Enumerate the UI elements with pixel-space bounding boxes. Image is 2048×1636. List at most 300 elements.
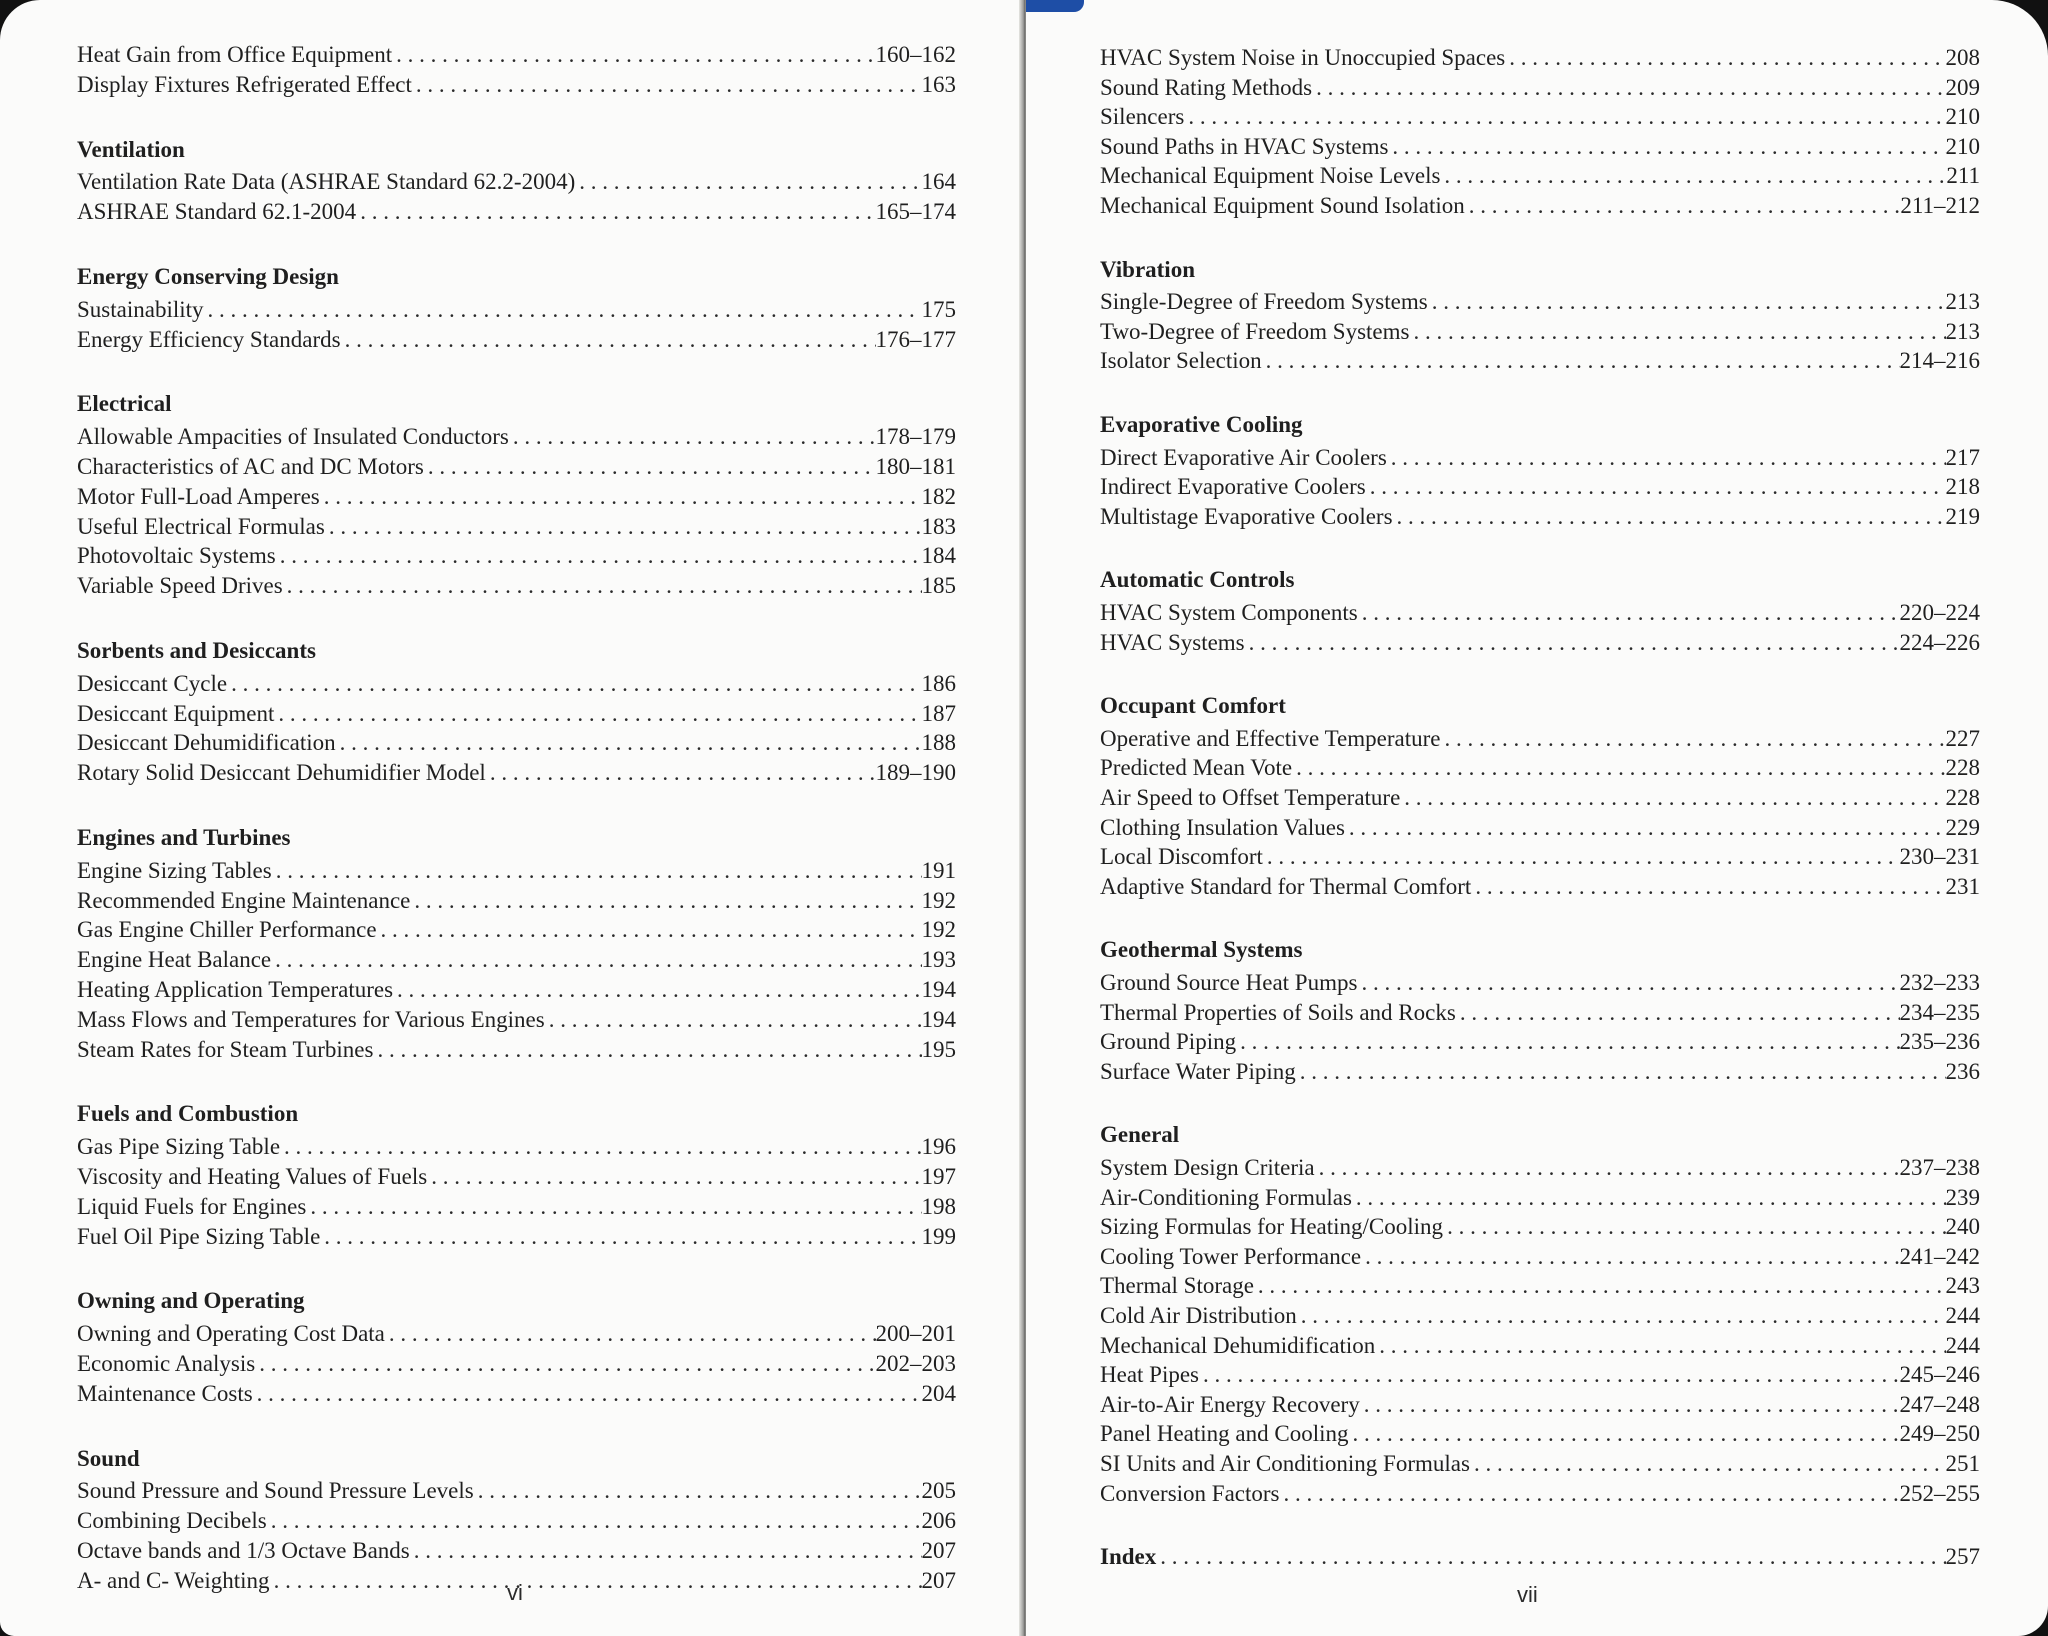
toc-page-number: 224–226: [1899, 629, 1980, 655]
dot-leader: [1263, 842, 1900, 872]
toc-page-number: 191: [921, 857, 956, 883]
toc-entry-title: Display Fixtures Refrigerated Effect: [77, 71, 412, 97]
toc-page-number: 207: [921, 1538, 956, 1563]
toc-entry[interactable]: [77, 295, 956, 325]
toc-section-heading: Engines and Turbines: [77, 825, 291, 850]
toc-entry-title: Two-Degree of Freedom Systems: [1100, 318, 1410, 344]
toc-section-heading: Evaporative Cooling: [1100, 412, 1303, 437]
dot-leader: [393, 975, 921, 1005]
toc-entry[interactable]: [77, 452, 956, 482]
dot-leader: [341, 325, 876, 355]
dot-leader: [1505, 43, 1945, 73]
toc-entry[interactable]: [1100, 1449, 1980, 1479]
toc-entry[interactable]: [77, 197, 956, 227]
toc-section-heading: Vibration: [1100, 256, 1195, 282]
toc-page-number: 232–233: [1899, 970, 1980, 995]
toc-page-number: 183: [921, 513, 956, 539]
toc-entry[interactable]: [77, 856, 956, 886]
toc-entry-title: Heating Application Temperatures: [77, 977, 394, 1002]
toc-page-number: 205: [921, 1478, 956, 1504]
toc-page-number: 176–177: [875, 326, 956, 352]
toc-page-number: 219: [1945, 503, 1980, 529]
toc-entry-title: System Design Criteria: [1100, 1155, 1315, 1180]
dot-leader: [1312, 73, 1945, 103]
dot-leader: [255, 1349, 875, 1379]
dot-leader: [276, 541, 922, 571]
dot-leader: [1361, 1242, 1899, 1272]
dot-leader: [373, 1035, 921, 1065]
toc-entry-title: Isolator Selection: [1100, 348, 1262, 374]
toc-entry-title: Sound Rating Methods: [1100, 74, 1313, 100]
toc-section-heading: Energy Conserving Design: [77, 264, 339, 289]
dot-leader: [377, 915, 922, 945]
toc-page-number: 196: [921, 1134, 956, 1160]
toc-entry[interactable]: [1100, 73, 1980, 103]
toc-section-heading: Electrical: [77, 391, 172, 417]
dot-leader: [1393, 502, 1946, 532]
toc-entry[interactable]: [1100, 1057, 1980, 1087]
toc-entry[interactable]: [1100, 1183, 1980, 1213]
toc-entry[interactable]: [1100, 998, 1980, 1028]
toc-page-number: 237–238: [1899, 1155, 1980, 1180]
toc-section-heading: General: [1100, 1122, 1180, 1148]
toc-page-number: 230–231: [1899, 844, 1980, 870]
dot-leader: [1358, 598, 1900, 628]
dot-leader: [1471, 872, 1945, 902]
toc-page-number: 257: [1945, 1544, 1980, 1570]
toc-page-number: 199: [921, 1223, 956, 1249]
toc-entry[interactable]: [1100, 43, 1980, 73]
toc-heading: Index: [1100, 1544, 1157, 1570]
toc-page-number: 228: [1945, 755, 1980, 781]
toc-page-number: 207: [921, 1567, 956, 1593]
toc-entry-title: Predicted Mean Vote: [1100, 755, 1293, 781]
dot-leader: [274, 699, 921, 729]
toc-page-number: 247–248: [1899, 1391, 1980, 1417]
toc-page-number: 198: [921, 1193, 956, 1219]
toc-entry-title: Conversion Factors: [1100, 1480, 1280, 1506]
page-number: vii: [1517, 1582, 1538, 1607]
toc-entry[interactable]: [1100, 1153, 1980, 1183]
toc-entry[interactable]: [1100, 102, 1980, 132]
toc-entry[interactable]: [1100, 287, 1980, 317]
toc-entry[interactable]: [1100, 1390, 1980, 1420]
toc-entry[interactable]: [1100, 1212, 1980, 1242]
toc-entry[interactable]: [1100, 1360, 1980, 1390]
toc-page-number: 214–216: [1899, 348, 1980, 374]
toc-page-number: 160–162: [875, 42, 956, 67]
toc-entry-title: Viscosity and Heating Values of Fuels: [77, 1164, 428, 1189]
dot-leader: [410, 1536, 922, 1566]
toc-entry[interactable]: [77, 1162, 956, 1192]
toc-page-number: 217: [1945, 444, 1980, 470]
toc-page-number: 229: [1945, 814, 1980, 840]
toc-entry[interactable]: [1100, 753, 1980, 783]
toc-page-number: 213: [1945, 289, 1980, 315]
toc-page-number: 209: [1945, 74, 1980, 100]
dot-leader: [1245, 628, 1900, 658]
toc-entry-title: Fuel Oil Pipe Sizing Table: [77, 1223, 321, 1249]
toc-entry-title: Mass Flows and Temperatures for Various Engines: [77, 1006, 545, 1032]
toc-entry[interactable]: [77, 422, 956, 452]
toc-page-number: 227: [1945, 725, 1980, 751]
toc-entry-title: Economic Analysis: [77, 1351, 256, 1376]
toc-entry-title: Heat Pipes: [1100, 1362, 1200, 1388]
toc-page-number: 182: [921, 483, 956, 509]
toc-entry[interactable]: [1100, 472, 1980, 502]
toc-entry-title: Mechanical Equipment Noise Levels: [1100, 163, 1441, 189]
toc-entry[interactable]: [77, 571, 956, 601]
toc-entry[interactable]: [1100, 502, 1980, 532]
toc-entry-title: SI Units and Air Conditioning Formulas: [1100, 1451, 1470, 1476]
toc-entry[interactable]: [77, 728, 956, 758]
dot-leader: [1400, 783, 1945, 813]
toc-page-number: 210: [1945, 104, 1980, 130]
toc-entry-title: Heat Gain from Office Equipment: [77, 42, 393, 67]
toc-entry[interactable]: [77, 915, 956, 945]
toc-entry-title: HVAC System Components: [1100, 600, 1358, 625]
toc-page-number: 240: [1945, 1214, 1980, 1240]
toc-entry[interactable]: [1100, 628, 1980, 658]
toc-page-number: 235–236: [1899, 1029, 1980, 1055]
dot-leader: [325, 512, 922, 542]
toc-page-number: 192: [921, 917, 956, 943]
toc-entry[interactable]: [1100, 1331, 1980, 1361]
toc-entry[interactable]: [77, 541, 956, 571]
toc-entry[interactable]: [77, 325, 956, 355]
dot-leader: [424, 452, 876, 482]
toc-entry[interactable]: [77, 886, 956, 916]
toc-page-number: 193: [921, 947, 956, 973]
toc-page-number: 228: [1945, 785, 1980, 810]
dot-leader: [1262, 346, 1900, 376]
toc-page-number: 236: [1945, 1058, 1980, 1084]
dot-leader: [1357, 968, 1899, 998]
toc-entry[interactable]: [1100, 161, 1980, 191]
toc-entry-title: Operative and Effective Temperature: [1100, 725, 1441, 751]
dot-leader: [474, 1476, 922, 1506]
toc-page-number: 197: [921, 1164, 956, 1189]
toc-page-number: 194: [921, 1006, 956, 1032]
dot-leader: [283, 571, 922, 601]
toc-entry-title: Sustainability: [77, 296, 204, 322]
toc-entry[interactable]: [77, 40, 956, 70]
toc-entry-title: Air Speed to Offset Temperature: [1100, 785, 1401, 810]
toc-section-heading: Occupant Comfort: [1100, 693, 1286, 719]
toc-section-heading: Geothermal Systems: [1100, 937, 1303, 963]
dot-leader: [1440, 724, 1945, 754]
toc-entry[interactable]: [1100, 191, 1980, 221]
toc-entry-title: Ground Source Heat Pumps: [1100, 970, 1358, 995]
toc-entry[interactable]: [1100, 1242, 1980, 1272]
toc-entry-title: Energy Efficiency Standards: [77, 326, 341, 352]
toc-entry[interactable]: [77, 1379, 956, 1409]
toc-entry[interactable]: [77, 1192, 956, 1222]
dot-leader: [267, 1506, 922, 1536]
toc-entry-title: Steam Rates for Steam Turbines: [77, 1036, 374, 1062]
dot-leader: [1352, 1183, 1946, 1213]
toc-entry-title: HVAC Systems: [1100, 629, 1245, 655]
toc-page-number: 175: [921, 296, 956, 322]
toc-entry[interactable]: [1100, 132, 1980, 162]
toc-entry[interactable]: [1100, 1271, 1980, 1301]
toc-page-number: 164: [921, 169, 956, 195]
toc-page-number: 211: [1946, 163, 1980, 189]
toc-page-number: 245–246: [1899, 1362, 1980, 1388]
toc-entry-title: Cold Air Distribution: [1100, 1303, 1297, 1328]
dot-leader: [1456, 998, 1900, 1028]
toc-entry-title: Characteristics of AC and DC Motors: [77, 454, 424, 479]
dot-leader: [253, 1379, 922, 1409]
toc-entry-title: Multistage Evaporative Coolers: [1100, 503, 1393, 529]
toc-entry-title: Desiccant Cycle: [77, 670, 228, 696]
dot-leader: [1375, 1331, 1945, 1361]
toc-entry[interactable]: [77, 975, 956, 1005]
toc-entry[interactable]: [77, 1506, 956, 1536]
dot-leader: [336, 728, 922, 758]
toc-page-number: 211–212: [1900, 193, 1980, 218]
toc-entry[interactable]: [1100, 872, 1980, 902]
toc-entry[interactable]: [1100, 1301, 1980, 1331]
toc-entry[interactable]: [77, 945, 956, 975]
toc-page-number: 231: [1945, 873, 1980, 899]
toc-page-number: 210: [1945, 133, 1980, 159]
toc-entry-title: Direct Evaporative Air Coolers: [1100, 444, 1387, 470]
dot-leader: [227, 669, 921, 699]
toc-entry-title: Surface Water Piping: [1100, 1058, 1296, 1084]
dot-leader: [427, 1162, 921, 1192]
dot-leader: [1470, 1449, 1946, 1479]
dot-leader: [1280, 1479, 1900, 1509]
toc-entry[interactable]: [1100, 968, 1980, 998]
dot-leader: [306, 1192, 921, 1222]
dot-leader: [1292, 753, 1945, 783]
toc-entry[interactable]: [77, 1319, 956, 1349]
toc-entry-title: Engine Heat Balance: [77, 947, 272, 973]
dot-leader: [271, 945, 921, 975]
toc-entry-title: Desiccant Dehumidification: [77, 730, 336, 756]
toc-entry-title: Owning and Operating Cost Data: [77, 1321, 385, 1347]
dot-leader: [272, 856, 922, 886]
toc-section-heading: Fuels and Combustion: [77, 1101, 299, 1127]
toc-entry-title: Silencers: [1100, 104, 1185, 130]
toc-entry[interactable]: [77, 1132, 956, 1162]
dot-leader: [1428, 287, 1946, 317]
bookmark-ribbon: [1026, 0, 1084, 12]
toc-entry[interactable]: [1100, 346, 1980, 376]
toc-page-number: 241–242: [1899, 1243, 1980, 1269]
toc-entry-title: Maintenance Costs: [77, 1380, 253, 1406]
toc-page-number: 206: [921, 1508, 956, 1534]
dot-leader: [486, 758, 876, 788]
toc-section-heading: Owning and Operating: [77, 1288, 305, 1314]
toc-entry-title: Desiccant Equipment: [77, 700, 275, 726]
page-number: vi: [507, 1580, 523, 1605]
toc-entry[interactable]: [1100, 813, 1980, 843]
dot-leader: [1465, 191, 1901, 221]
toc-page-number: 194: [921, 977, 956, 1002]
toc-page-number: 185: [921, 573, 956, 599]
toc-page-number: 249–250: [1899, 1421, 1980, 1447]
toc-section-heading: Ventilation: [77, 136, 185, 162]
toc-entry[interactable]: [77, 669, 956, 699]
dot-leader: [1366, 472, 1946, 502]
toc-entry-title: Allowable Ampacities of Insulated Conductors: [77, 424, 509, 450]
toc-entry[interactable]: [1100, 598, 1980, 628]
toc-entry-title: Combining Decibels: [77, 1508, 267, 1534]
toc-section-heading: Sorbents and Desiccants: [77, 638, 316, 663]
toc-page-number: 189–190: [875, 760, 956, 786]
toc-entry-title: Sound Paths in HVAC Systems: [1100, 133, 1389, 159]
toc-page-number: 234–235: [1899, 999, 1980, 1025]
toc-page-number: 213: [1945, 318, 1980, 344]
toc-entry[interactable]: [77, 1035, 956, 1065]
dot-leader: [204, 295, 922, 325]
toc-entry[interactable]: [77, 699, 956, 729]
toc-entry-title: Mechanical Equipment Sound Isolation: [1100, 193, 1465, 218]
right-page: [1026, 0, 2048, 1636]
dot-leader: [1443, 1212, 1945, 1242]
toc-entry-title: Sound Pressure and Sound Pressure Levels: [77, 1478, 474, 1504]
dot-leader: [1156, 1542, 1945, 1572]
dot-leader: [575, 167, 921, 197]
toc-page-number: 188: [921, 730, 956, 756]
toc-entry-title: Cooling Tower Performance: [1100, 1243, 1362, 1269]
dot-leader: [1236, 1027, 1899, 1057]
toc-entry[interactable]: [1100, 724, 1980, 754]
toc-entry-title: Air-Conditioning Formulas: [1100, 1184, 1352, 1210]
toc-page-number: 239: [1945, 1184, 1980, 1210]
dot-leader: [410, 886, 921, 916]
toc-entry-title: Rotary Solid Desiccant Dehumidifier Model: [77, 760, 486, 786]
toc-page-number: 200–201: [875, 1321, 956, 1347]
toc-page-number: 252–255: [1899, 1480, 1980, 1506]
toc-page-number: 187: [921, 700, 956, 726]
dot-leader: [1184, 102, 1945, 132]
toc-entry-title: A- and C- Weighting: [77, 1567, 270, 1593]
dot-leader: [320, 482, 922, 512]
toc-entry-title: Variable Speed Drives: [77, 573, 283, 599]
toc-page-number: 244: [1945, 1303, 1980, 1328]
dot-leader: [509, 422, 876, 452]
toc-page-number: 202–203: [875, 1351, 956, 1376]
toc-page-number: 163: [921, 71, 956, 97]
toc-entry[interactable]: [77, 70, 956, 100]
toc-entry-title: ASHRAE Standard 62.1-2004: [77, 199, 357, 225]
toc-entry[interactable]: [77, 482, 956, 512]
toc-entry-title: Liquid Fuels for Engines: [77, 1193, 307, 1219]
toc-entry[interactable]: [1100, 842, 1980, 872]
toc-page-number: 243: [1945, 1273, 1980, 1299]
toc-entry[interactable]: [77, 1349, 956, 1379]
toc-entry-title: Thermal Storage: [1100, 1273, 1254, 1299]
dot-leader: [1345, 813, 1946, 843]
toc-page-number: 220–224: [1899, 600, 1980, 625]
toc-section-heading: Automatic Controls: [1100, 567, 1295, 593]
toc-entry-title: Ventilation Rate Data (ASHRAE Standard 62.2-2004): [77, 169, 576, 195]
toc-page-number: 195: [921, 1036, 956, 1062]
toc-entry-title: Gas Engine Chiller Performance: [77, 917, 377, 943]
toc-entry[interactable]: [77, 758, 956, 788]
toc-page-number: 192: [921, 887, 956, 913]
toc-entry[interactable]: [1100, 443, 1980, 473]
toc-entry[interactable]: [1100, 1419, 1980, 1449]
dot-leader: [1315, 1153, 1900, 1183]
toc-entry-title: Panel Heating and Cooling: [1100, 1421, 1349, 1447]
toc-entry-title: Octave bands and 1/3 Octave Bands: [77, 1538, 410, 1563]
toc-entry-title: Motor Full-Load Amperes: [77, 483, 320, 509]
toc-entry[interactable]: [77, 167, 956, 197]
toc-entry[interactable]: [1100, 783, 1980, 813]
toc-index-entry[interactable]: [1100, 1542, 1980, 1572]
dot-leader: [1387, 443, 1946, 473]
toc-page-number: 184: [921, 543, 956, 569]
dot-leader: [392, 40, 875, 70]
toc-page-number: 218: [1945, 474, 1980, 500]
toc-entry-title: HVAC System Noise in Unoccupied Spaces: [1100, 45, 1506, 70]
dot-leader: [1349, 1419, 1900, 1449]
toc-page-number: 165–174: [875, 199, 956, 225]
toc-entry[interactable]: [77, 1005, 956, 1035]
toc-entry-title: Clothing Insulation Values: [1100, 814, 1345, 840]
dot-leader: [1254, 1271, 1946, 1301]
toc-section-heading: Sound: [77, 1445, 140, 1471]
left-page: [0, 0, 1022, 1636]
toc-page-number: 208: [1945, 45, 1980, 70]
toc-entry-title: Single-Degree of Freedom Systems: [1100, 289, 1428, 315]
toc-entry-title: Thermal Properties of Soils and Rocks: [1100, 999, 1456, 1025]
toc-entry[interactable]: [77, 1536, 956, 1566]
toc-entry[interactable]: [1100, 317, 1980, 347]
toc-entry[interactable]: [1100, 1027, 1980, 1057]
dot-leader: [1199, 1360, 1899, 1390]
toc-entry[interactable]: [77, 512, 956, 542]
toc-page-number: 178–179: [875, 424, 956, 450]
toc-entry-title: Recommended Engine Maintenance: [77, 887, 411, 913]
toc-entry-title: Useful Electrical Formulas: [77, 513, 325, 539]
toc-entry-title: Ground Piping: [1100, 1029, 1237, 1055]
toc-page-number: 244: [1945, 1332, 1980, 1358]
dot-leader: [1297, 1301, 1946, 1331]
dot-leader: [356, 197, 875, 227]
dot-leader: [1440, 161, 1946, 191]
dot-leader: [1360, 1390, 1900, 1420]
dot-leader: [280, 1132, 921, 1162]
toc-entry-title: Adaptive Standard for Thermal Comfort: [1100, 873, 1472, 899]
toc-entry[interactable]: [77, 1476, 956, 1506]
toc-entry[interactable]: [1100, 1479, 1980, 1509]
toc-entry[interactable]: [77, 1222, 956, 1252]
dot-leader: [385, 1319, 876, 1349]
toc-entry-title: Local Discomfort: [1100, 844, 1263, 870]
dot-leader: [1388, 132, 1945, 162]
dot-leader: [270, 1566, 922, 1596]
dot-leader: [1409, 317, 1945, 347]
dot-leader: [320, 1222, 921, 1252]
toc-page-number: 251: [1945, 1451, 1980, 1476]
toc-entry-title: Air-to-Air Energy Recovery: [1100, 1391, 1360, 1417]
toc-page-number: 204: [921, 1380, 956, 1406]
toc-page-number: 186: [921, 670, 956, 696]
toc-entry-title: Mechanical Dehumidification: [1100, 1332, 1376, 1358]
toc-page-number: 180–181: [875, 454, 956, 479]
toc-entry-title: Engine Sizing Tables: [77, 857, 272, 883]
toc-entry-title: Gas Pipe Sizing Table: [77, 1134, 281, 1160]
toc-entry-title: Photovoltaic Systems: [77, 543, 276, 569]
dot-leader: [412, 70, 922, 100]
dot-leader: [1296, 1057, 1946, 1087]
toc-entry-title: Indirect Evaporative Coolers: [1100, 474, 1366, 500]
